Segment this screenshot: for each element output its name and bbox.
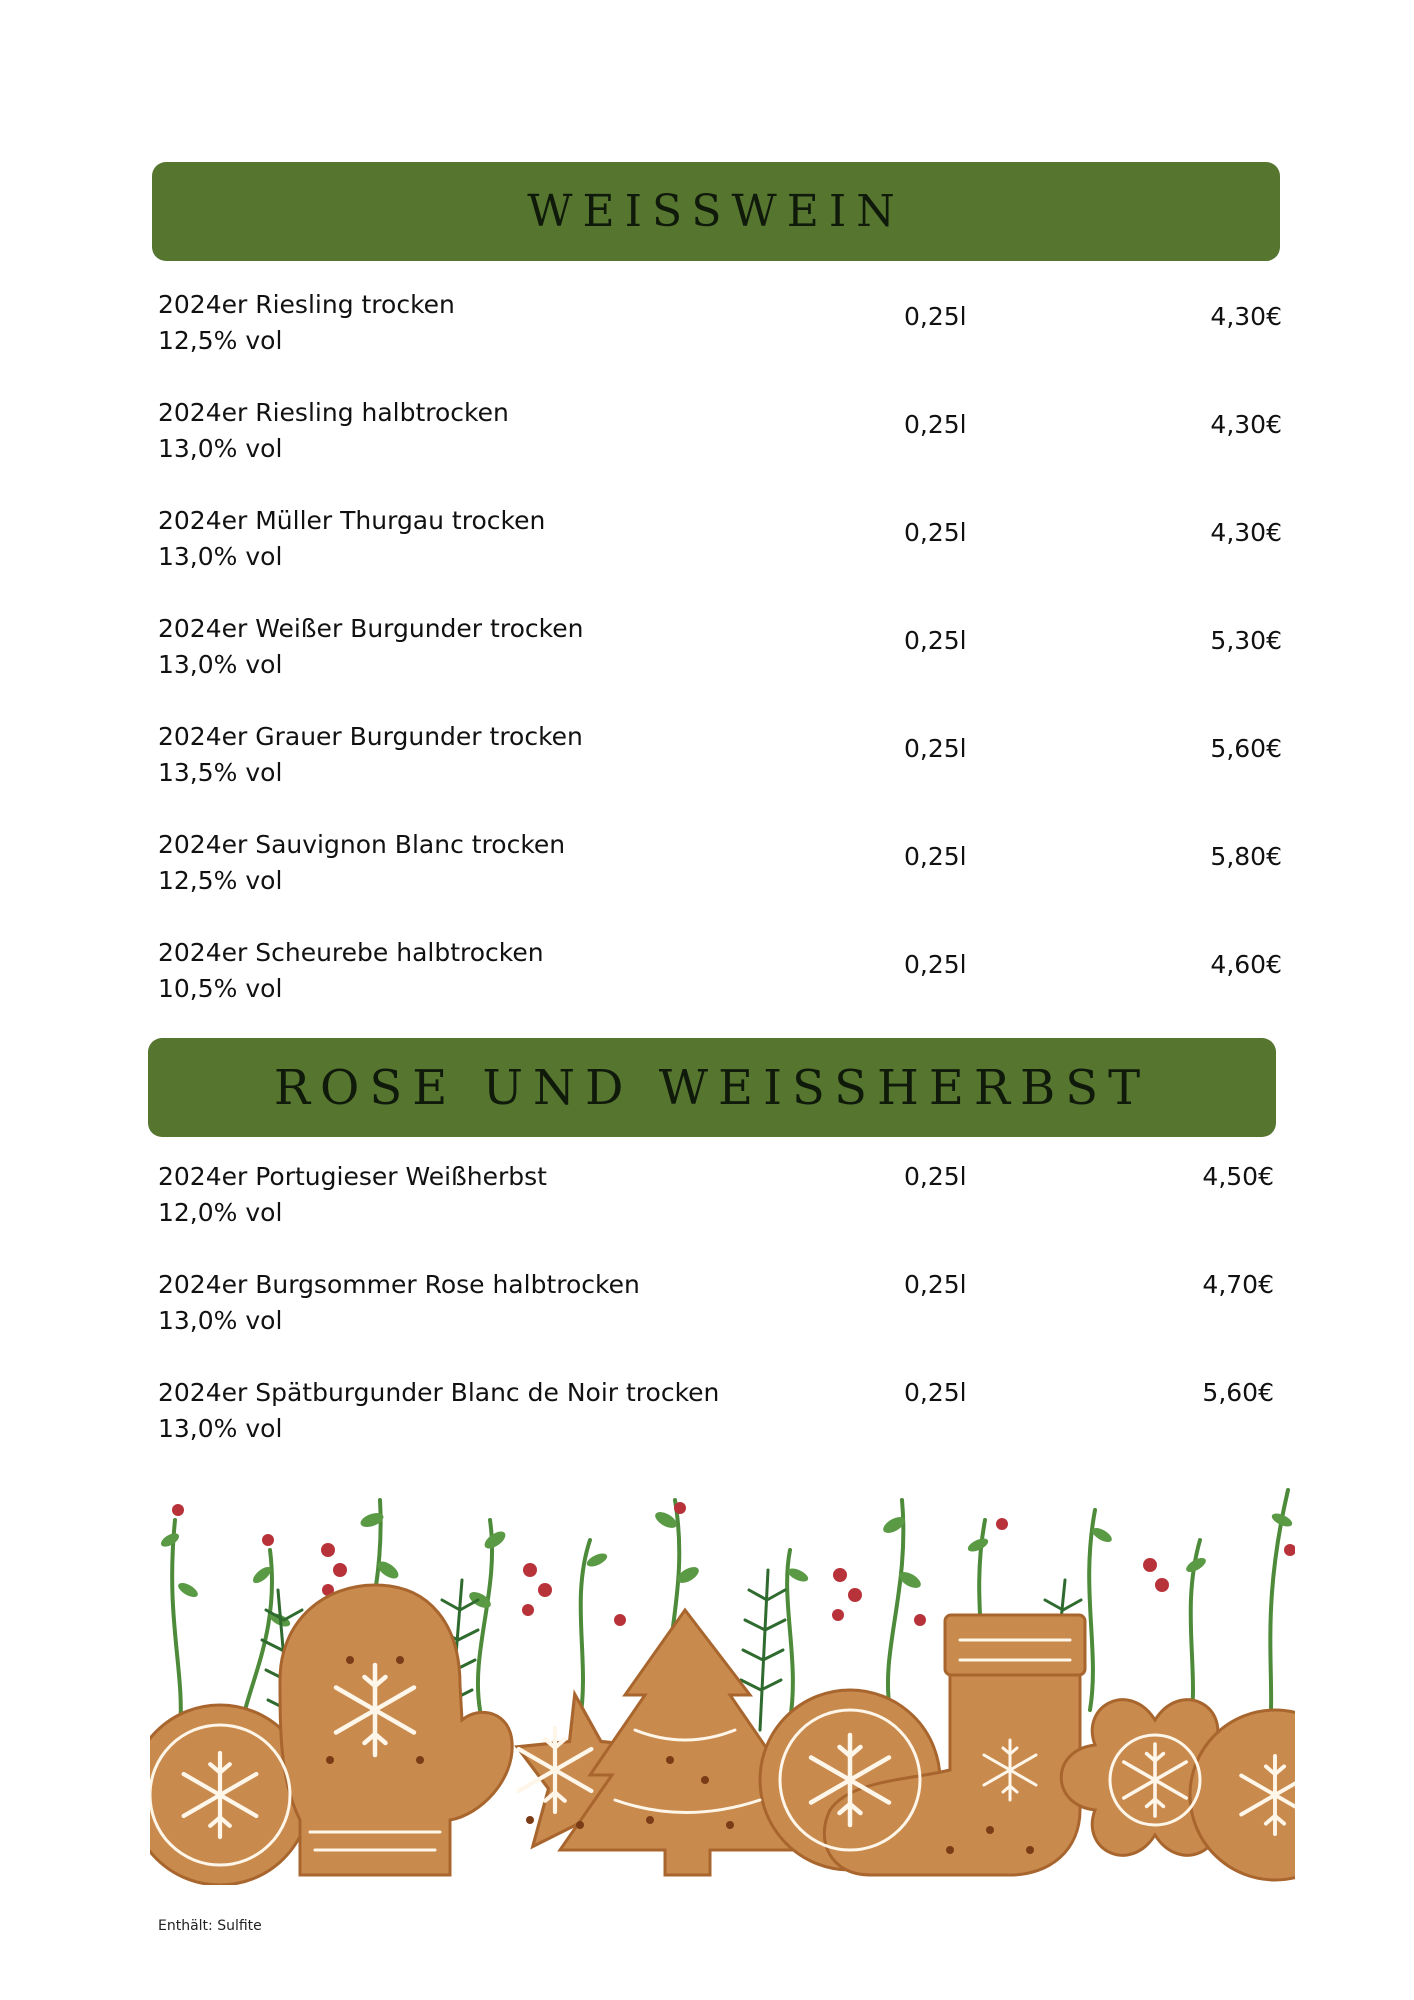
wine-name: 2024er Portugieser Weißherbst bbox=[158, 1162, 547, 1191]
wine-row bbox=[158, 1162, 1282, 1270]
wine-name: 2024er Riesling trocken bbox=[158, 290, 455, 319]
wine-size: 0,25l bbox=[904, 950, 967, 979]
rose-list bbox=[158, 1162, 1282, 1486]
wine-name: 2024er Weißer Burgunder trocken bbox=[158, 614, 584, 643]
wine-name: 2024er Riesling halbtrocken bbox=[158, 398, 509, 427]
wine-row bbox=[158, 830, 1282, 938]
wine-row bbox=[158, 1270, 1282, 1378]
wine-price: 5,60€ bbox=[1210, 734, 1282, 763]
wine-price: 5,60€ bbox=[1202, 1378, 1274, 1407]
wine-row bbox=[158, 506, 1282, 614]
gingerbread-cookies-illustration bbox=[150, 1480, 1295, 1885]
weisswein-header-banner bbox=[152, 162, 1280, 261]
wine-alcohol: 13,0% vol bbox=[158, 650, 283, 679]
wine-size: 0,25l bbox=[904, 410, 967, 439]
wine-size: 0,25l bbox=[904, 302, 967, 331]
wine-price: 4,30€ bbox=[1210, 302, 1282, 331]
wine-name: 2024er Burgsommer Rose halbtrocken bbox=[158, 1270, 640, 1299]
wine-name: 2024er Scheurebe halbtrocken bbox=[158, 938, 544, 967]
wine-size: 0,25l bbox=[904, 842, 967, 871]
section-title: WEISSWEIN bbox=[527, 186, 905, 237]
allergen-note: Enthält: Sulfite bbox=[158, 1918, 262, 1934]
wine-alcohol: 13,5% vol bbox=[158, 758, 283, 787]
wine-row bbox=[158, 398, 1282, 506]
weisswein-list bbox=[158, 290, 1282, 1046]
wine-row bbox=[158, 1378, 1282, 1486]
wine-name: 2024er Spätburgunder Blanc de Noir trocken bbox=[158, 1378, 720, 1407]
wine-price: 5,80€ bbox=[1210, 842, 1282, 871]
wine-size: 0,25l bbox=[904, 626, 967, 655]
wine-alcohol: 13,0% vol bbox=[158, 1414, 283, 1443]
wine-alcohol: 10,5% vol bbox=[158, 974, 283, 1003]
wine-price: 4,70€ bbox=[1202, 1270, 1274, 1299]
wine-price: 4,50€ bbox=[1202, 1162, 1274, 1191]
wine-size: 0,25l bbox=[904, 1378, 967, 1407]
wine-alcohol: 13,0% vol bbox=[158, 542, 283, 571]
wine-alcohol: 13,0% vol bbox=[158, 1306, 283, 1335]
wine-price: 4,60€ bbox=[1210, 950, 1282, 979]
wine-row bbox=[158, 290, 1282, 398]
wine-alcohol: 12,5% vol bbox=[158, 866, 283, 895]
wine-name: 2024er Grauer Burgunder trocken bbox=[158, 722, 583, 751]
wine-size: 0,25l bbox=[904, 734, 967, 763]
wine-alcohol: 12,0% vol bbox=[158, 1198, 283, 1227]
wine-name: 2024er Sauvignon Blanc trocken bbox=[158, 830, 566, 859]
wine-size: 0,25l bbox=[904, 1162, 967, 1191]
section-title: ROSE UND WEISSHERBST bbox=[273, 1059, 1151, 1116]
wine-price: 5,30€ bbox=[1210, 626, 1282, 655]
wine-price: 4,30€ bbox=[1210, 518, 1282, 547]
wine-size: 0,25l bbox=[904, 518, 967, 547]
wine-row bbox=[158, 722, 1282, 830]
wine-row bbox=[158, 614, 1282, 722]
wine-alcohol: 13,0% vol bbox=[158, 434, 283, 463]
wine-name: 2024er Müller Thurgau trocken bbox=[158, 506, 546, 535]
wine-price: 4,30€ bbox=[1210, 410, 1282, 439]
rose-header-banner bbox=[148, 1038, 1276, 1137]
wine-size: 0,25l bbox=[904, 1270, 967, 1299]
wine-row bbox=[158, 938, 1282, 1046]
wine-alcohol: 12,5% vol bbox=[158, 326, 283, 355]
